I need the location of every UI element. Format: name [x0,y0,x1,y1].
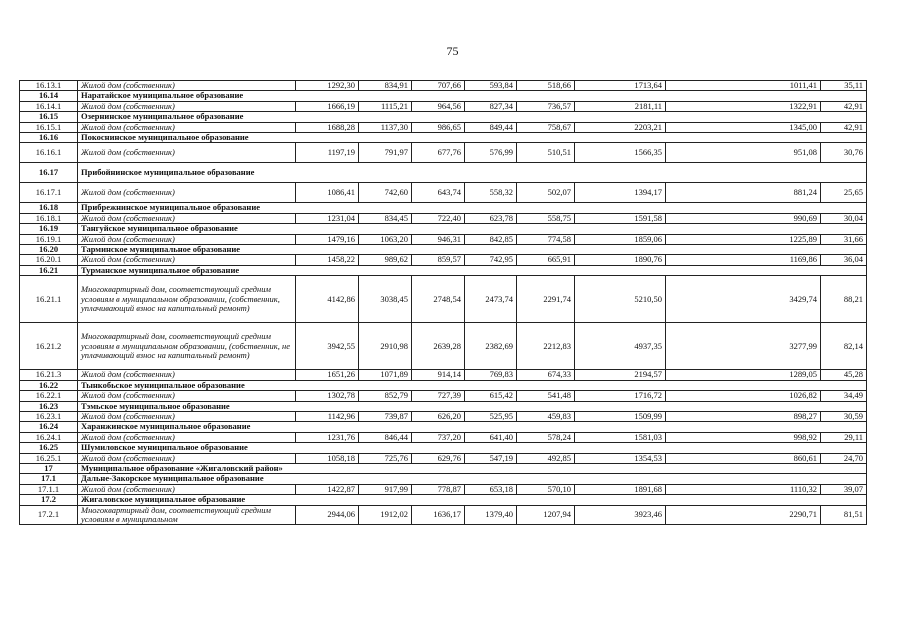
section-code: 17 [20,463,78,473]
section-title: Жигаловское муниципальное образование [78,495,412,505]
table-row [20,143,867,163]
table-row [20,411,867,421]
value-cell: 30,59 [821,411,867,421]
section-code: 16.24 [20,422,78,432]
section-row [20,133,867,143]
value-cell: 4142,86 [296,276,359,323]
value-cell: 1651,26 [296,370,359,380]
row-code: 16.20.1 [20,255,78,265]
value-cell: 518,66 [517,81,575,91]
value-cell: 1566,35 [575,143,666,163]
section-row [20,265,867,275]
section-title: Покоснинское муниципальное образование [78,133,412,143]
section-blank [412,474,867,484]
row-description: Жилой дом (собственник) [78,391,296,401]
value-cell: 576,99 [465,143,517,163]
section-code: 16.14 [20,91,78,101]
value-cell: 674,33 [517,370,575,380]
value-cell: 2473,74 [465,276,517,323]
value-cell: 1169,86 [666,255,821,265]
value-cell: 626,20 [412,411,465,421]
value-cell: 791,97 [359,143,412,163]
section-row [20,112,867,122]
value-cell: 1636,17 [412,505,465,525]
row-code: 16.22.1 [20,391,78,401]
section-blank [412,401,867,411]
section-blank [412,422,867,432]
table-row [20,276,867,323]
value-cell: 1891,68 [575,484,666,494]
row-code: 16.16.1 [20,143,78,163]
value-cell: 2748,54 [412,276,465,323]
section-row [20,203,867,213]
section-code: 16.20 [20,245,78,255]
row-code: 16.15.1 [20,122,78,132]
section-title: Тэмьское муниципальное образование [78,401,412,411]
value-cell: 842,85 [465,234,517,244]
section-title: Муниципальное образование «Жигаловский район» [78,463,412,473]
row-description: Жилой дом (собственник) [78,484,296,494]
value-cell: 727,39 [412,391,465,401]
value-cell: 578,24 [517,432,575,442]
value-cell: 846,44 [359,432,412,442]
section-blank [412,463,867,473]
value-cell: 1716,72 [575,391,666,401]
value-cell: 502,07 [517,183,575,203]
value-cell: 1859,06 [575,234,666,244]
value-cell: 1115,21 [359,101,412,111]
value-cell: 35,11 [821,81,867,91]
value-cell: 774,58 [517,234,575,244]
value-cell: 834,45 [359,213,412,223]
value-cell: 4937,35 [575,323,666,370]
value-cell: 852,79 [359,391,412,401]
value-cell: 81,51 [821,505,867,525]
value-cell: 1058,18 [296,453,359,463]
value-cell: 459,83 [517,411,575,421]
value-cell: 1026,82 [666,391,821,401]
section-code: 17.2 [20,495,78,505]
value-cell: 989,62 [359,255,412,265]
section-row [20,463,867,473]
value-cell: 492,85 [517,453,575,463]
section-title: Тынкобьское муниципальное образование [78,380,412,390]
value-cell: 3038,45 [359,276,412,323]
value-cell: 1591,58 [575,213,666,223]
section-title: Прибрежнинское муниципальное образование [78,203,412,213]
value-cell: 1063,20 [359,234,412,244]
section-blank [412,203,867,213]
row-code: 16.21.3 [20,370,78,380]
row-description: Жилой дом (собственник) [78,234,296,244]
value-cell: 30,76 [821,143,867,163]
section-blank [412,443,867,453]
value-cell: 525,95 [465,411,517,421]
section-blank [412,163,867,183]
value-cell: 742,60 [359,183,412,203]
value-cell: 1142,96 [296,411,359,421]
value-cell: 1137,30 [359,122,412,132]
value-cell: 946,31 [412,234,465,244]
row-description: Жилой дом (собственник) [78,183,296,203]
section-title: Тарминское муниципальное образование [78,245,412,255]
value-cell: 1086,41 [296,183,359,203]
section-blank [412,495,867,505]
value-cell: 593,84 [465,81,517,91]
value-cell: 737,20 [412,432,465,442]
value-cell: 860,61 [666,453,821,463]
section-row [20,380,867,390]
table-row [20,505,867,525]
value-cell: 677,76 [412,143,465,163]
value-cell: 558,75 [517,213,575,223]
row-description: Жилой дом (собственник) [78,122,296,132]
section-blank [412,224,867,234]
value-cell: 36,04 [821,255,867,265]
value-cell: 1458,22 [296,255,359,265]
value-cell: 2194,57 [575,370,666,380]
section-code: 16.21 [20,265,78,275]
value-cell: 653,18 [465,484,517,494]
value-cell: 1345,00 [666,122,821,132]
value-cell: 725,76 [359,453,412,463]
value-cell: 1292,30 [296,81,359,91]
value-cell: 1197,19 [296,143,359,163]
section-code: 16.25 [20,443,78,453]
value-cell: 1688,28 [296,122,359,132]
table-row [20,391,867,401]
value-cell: 2382,69 [465,323,517,370]
value-cell: 2203,21 [575,122,666,132]
value-cell: 615,42 [465,391,517,401]
value-cell: 778,87 [412,484,465,494]
value-cell: 769,83 [465,370,517,380]
value-cell: 2290,71 [666,505,821,525]
value-cell: 665,91 [517,255,575,265]
value-cell: 898,27 [666,411,821,421]
section-code: 16.19 [20,224,78,234]
row-description: Жилой дом (собственник) [78,370,296,380]
section-blank [412,245,867,255]
section-title: Тангуйское муниципальное образование [78,224,412,234]
value-cell: 2639,28 [412,323,465,370]
section-title: Озернинское муниципальное образование [78,112,412,122]
value-cell: 881,24 [666,183,821,203]
value-cell: 5210,50 [575,276,666,323]
row-description: Жилой дом (собственник) [78,213,296,223]
value-cell: 739,87 [359,411,412,421]
value-cell: 1479,16 [296,234,359,244]
value-cell: 24,70 [821,453,867,463]
row-code: 16.13.1 [20,81,78,91]
row-code: 16.18.1 [20,213,78,223]
row-code: 16.23.1 [20,411,78,421]
section-blank [412,380,867,390]
table-row [20,453,867,463]
section-row [20,401,867,411]
value-cell: 641,40 [465,432,517,442]
value-cell: 2212,83 [517,323,575,370]
value-cell: 570,10 [517,484,575,494]
value-cell: 3923,46 [575,505,666,525]
section-row [20,495,867,505]
value-cell: 1912,02 [359,505,412,525]
value-cell: 31,66 [821,234,867,244]
value-cell: 1231,76 [296,432,359,442]
value-cell: 1581,03 [575,432,666,442]
value-cell: 3942,55 [296,323,359,370]
value-cell: 34,49 [821,391,867,401]
section-code: 16.17 [20,163,78,183]
row-description: Жилой дом (собственник) [78,81,296,91]
section-code: 16.18 [20,203,78,213]
value-cell: 547,19 [465,453,517,463]
value-cell: 45,28 [821,370,867,380]
section-title: Наратайское муниципальное образование [78,91,412,101]
row-code: 16.17.1 [20,183,78,203]
section-row [20,474,867,484]
section-code: 16.15 [20,112,78,122]
value-cell: 2910,98 [359,323,412,370]
value-cell: 541,48 [517,391,575,401]
row-code: 16.25.1 [20,453,78,463]
table-row [20,432,867,442]
section-row [20,224,867,234]
row-description: Жилой дом (собственник) [78,453,296,463]
value-cell: 29,11 [821,432,867,442]
section-blank [412,91,867,101]
value-cell: 82,14 [821,323,867,370]
value-cell: 42,91 [821,101,867,111]
value-cell: 88,21 [821,276,867,323]
value-cell: 1071,89 [359,370,412,380]
value-cell: 1225,89 [666,234,821,244]
value-cell: 1231,04 [296,213,359,223]
value-cell: 30,04 [821,213,867,223]
section-row [20,422,867,432]
table-row [20,370,867,380]
section-code: 16.23 [20,401,78,411]
section-title: Прибойнинское муниципальное образование [78,163,412,183]
tariff-table [19,80,867,525]
value-cell: 964,56 [412,101,465,111]
value-cell: 1207,94 [517,505,575,525]
value-cell: 1713,64 [575,81,666,91]
value-cell: 707,66 [412,81,465,91]
value-cell: 1110,32 [666,484,821,494]
value-cell: 1509,99 [575,411,666,421]
table-row [20,234,867,244]
value-cell: 1890,76 [575,255,666,265]
row-description: Жилой дом (собственник) [78,101,296,111]
section-row [20,443,867,453]
value-cell: 859,57 [412,255,465,265]
row-description: Жилой дом (собственник) [78,143,296,163]
value-cell: 722,40 [412,213,465,223]
value-cell: 2944,06 [296,505,359,525]
value-cell: 986,65 [412,122,465,132]
section-code: 16.22 [20,380,78,390]
table-row [20,122,867,132]
value-cell: 1422,87 [296,484,359,494]
table-row [20,183,867,203]
row-code: 16.24.1 [20,432,78,442]
section-blank [412,133,867,143]
value-cell: 3277,99 [666,323,821,370]
value-cell: 742,95 [465,255,517,265]
value-cell: 917,99 [359,484,412,494]
section-blank [412,265,867,275]
value-cell: 1289,05 [666,370,821,380]
value-cell: 3429,74 [666,276,821,323]
row-code: 17.1.1 [20,484,78,494]
table-row [20,484,867,494]
value-cell: 1011,41 [666,81,821,91]
value-cell: 1354,53 [575,453,666,463]
section-blank [412,112,867,122]
section-title: Шумиловское муниципальное образование [78,443,412,453]
section-title: Дальне-Закорское муниципальное образование [78,474,412,484]
row-description: Многоквартирный дом, соответствующий средним условиям в муниципальном образовании, (собственник, уплачивающий взнос на капитальный ремонт) [78,276,296,323]
value-cell: 834,91 [359,81,412,91]
section-code: 16.16 [20,133,78,143]
table-row [20,323,867,370]
row-description: Жилой дом (собственник) [78,255,296,265]
row-code: 16.14.1 [20,101,78,111]
page-number: 75 [446,44,459,58]
value-cell: 758,67 [517,122,575,132]
section-code: 17.1 [20,474,78,484]
value-cell: 42,91 [821,122,867,132]
table-row [20,81,867,91]
row-description: Жилой дом (собственник) [78,411,296,421]
value-cell: 643,74 [412,183,465,203]
value-cell: 849,44 [465,122,517,132]
value-cell: 623,78 [465,213,517,223]
value-cell: 998,92 [666,432,821,442]
value-cell: 914,14 [412,370,465,380]
value-cell: 2181,11 [575,101,666,111]
section-row [20,245,867,255]
value-cell: 629,76 [412,453,465,463]
section-row [20,163,867,183]
value-cell: 2291,74 [517,276,575,323]
table-row [20,101,867,111]
row-description: Жилой дом (собственник) [78,432,296,442]
value-cell: 827,34 [465,101,517,111]
row-code: 16.19.1 [20,234,78,244]
section-title: Турманское муниципальное образование [78,265,412,275]
row-description: Многоквартирный дом, соответствующий средним условиям в муниципальном образовании, (собственник, не уплачивающий взнос на капитальный ремонт) [78,323,296,370]
value-cell: 951,08 [666,143,821,163]
row-code: 16.21.2 [20,323,78,370]
value-cell: 558,32 [465,183,517,203]
value-cell: 990,69 [666,213,821,223]
value-cell: 39,07 [821,484,867,494]
value-cell: 1379,40 [465,505,517,525]
value-cell: 510,51 [517,143,575,163]
row-code: 17.2.1 [20,505,78,525]
value-cell: 736,57 [517,101,575,111]
value-cell: 25,65 [821,183,867,203]
row-description: Многоквартирный дом, соответствующий средним условиям в муниципальном [78,505,296,525]
section-title: Харанжинское муниципальное образование [78,422,412,432]
table-row [20,213,867,223]
value-cell: 1302,78 [296,391,359,401]
value-cell: 1666,19 [296,101,359,111]
value-cell: 1322,91 [666,101,821,111]
section-row [20,91,867,101]
row-code: 16.21.1 [20,276,78,323]
table-row [20,255,867,265]
value-cell: 1394,17 [575,183,666,203]
